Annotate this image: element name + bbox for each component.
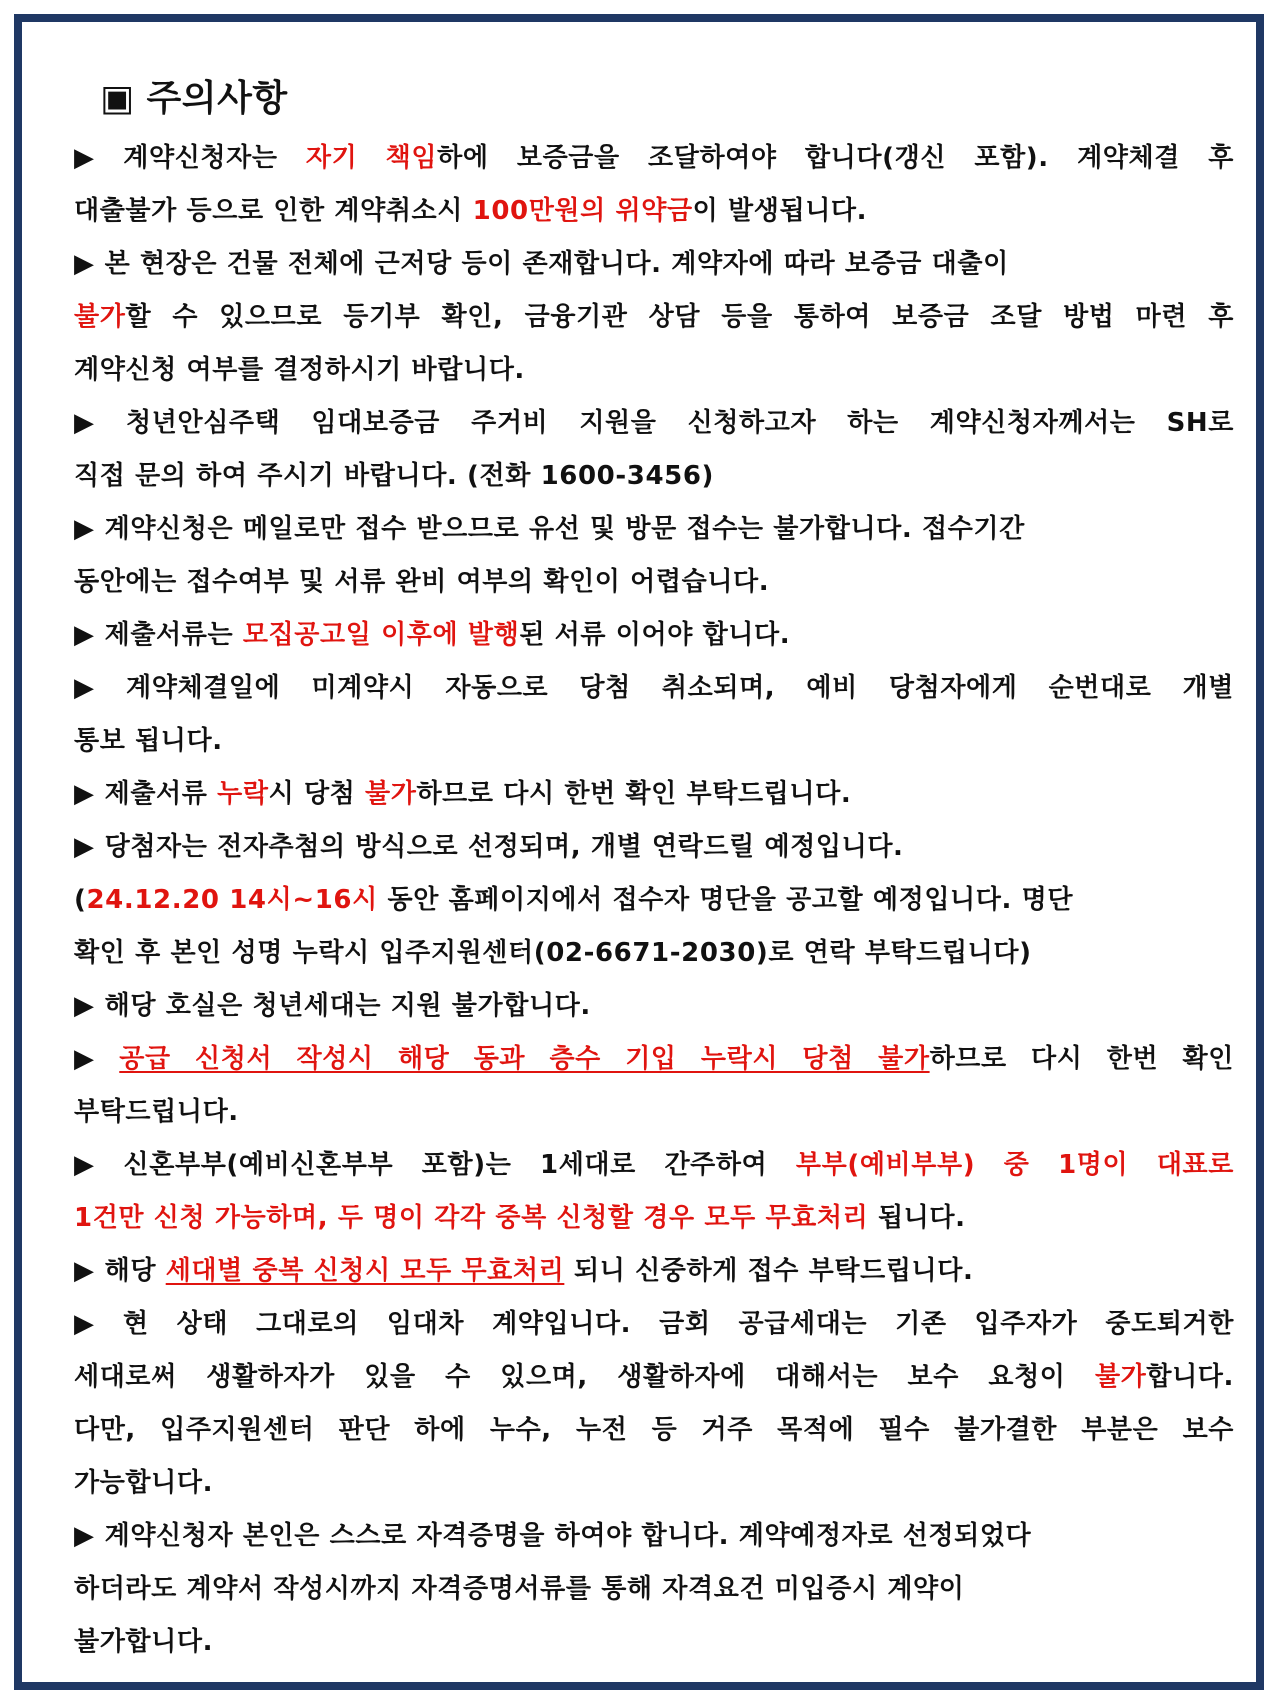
notice-line (74, 344, 1234, 397)
bullet-arrow-icon: ▶ (74, 143, 114, 173)
highlight-text: 불가 (74, 302, 126, 332)
notice-line (74, 238, 1234, 291)
notice-text: 이 발생됩니다. (692, 196, 868, 226)
notice-line (74, 927, 1234, 980)
highlight-text: 100만원의 위약금 (472, 196, 693, 226)
notice-text: 할 수 있으므로 등기부 확인, 금융기관 상담 등을 통하여 보증금 조달 방법 마련 후 (125, 302, 1234, 332)
notice-line (74, 185, 1234, 238)
notice-text: 가능합니다. (74, 1468, 214, 1498)
notice-line (74, 1510, 1234, 1563)
bullet-arrow-icon: ▶ (74, 1150, 114, 1180)
notice-line (74, 1086, 1234, 1139)
notice-text: 계약신청자 본인은 스스로 자격증명을 하여야 합니다. 계약예정자로 선정되었다 (104, 1521, 1032, 1551)
notice-text: 동안 홈페이지에서 접수자 명단을 공고할 예정입니다. 명단 (377, 885, 1074, 915)
notice-line (74, 1033, 1234, 1086)
notice-text: 당첨자는 전자추첨의 방식으로 선정되며, 개별 연락드릴 예정입니다. (104, 832, 904, 862)
notice-text: 제출서류 (104, 779, 218, 809)
notice-text: 하에 보증금을 조달하여야 합니다(갱신 포함). 계약체결 후 (437, 143, 1234, 173)
highlight-text: 세대별 중복 신청시 모두 무효처리 (165, 1256, 565, 1286)
notice-text: 해당 호실은 청년세대는 지원 불가합니다. (104, 991, 591, 1021)
bullet-arrow-icon: ▶ (74, 408, 117, 438)
notice-text: 세대로써 생활하자가 있을 수 있으며, 생활하자에 대해서는 보수 요청이 (74, 1362, 1095, 1392)
notice-text: 계약신청자는 (123, 143, 306, 173)
notice-line (74, 1298, 1234, 1351)
notice-text: 제출서류는 (104, 620, 243, 650)
notice-text: 해당 (104, 1256, 166, 1286)
highlight-text: 부부(예비부부) 중 1명이 대표로 (795, 1150, 1234, 1180)
notice-text: 불가합니다. (74, 1627, 214, 1657)
notice-line (74, 821, 1234, 874)
notice-text: 통보 됩니다. (74, 726, 223, 756)
notice-text: 다만, 입주지원센터 판단 하에 누수, 누전 등 거주 목적에 필수 불가결한 부분은 보수 (74, 1415, 1234, 1445)
bullet-arrow-icon: ▶ (74, 673, 117, 703)
bullet-arrow-icon: ▶ (74, 249, 95, 279)
highlight-text: 불가 (365, 779, 417, 809)
highlight-text: 자기 책임 (305, 143, 438, 173)
bullet-arrow-icon: ▶ (74, 779, 95, 809)
notice-line (74, 1563, 1234, 1616)
notice-line (74, 556, 1234, 609)
notice-text: 됩니다. (868, 1203, 966, 1233)
notice-line (74, 609, 1234, 662)
notice-text: 동안에는 접수여부 및 서류 완비 여부의 확인이 어렵습니다. (74, 567, 770, 597)
highlight-text: 모집공고일 이후에 발행 (242, 620, 520, 650)
notice-text: 합니다. (1146, 1362, 1234, 1392)
bullet-arrow-icon: ▶ (74, 991, 95, 1021)
notice-text: ( (74, 885, 87, 915)
notice-line (74, 291, 1234, 344)
notice-text: 부탁드립니다. (74, 1097, 239, 1127)
notice-text: 계약신청 여부를 결정하시기 바랍니다. (74, 355, 525, 385)
notice-text: 본 현장은 건물 전체에 근저당 등이 존재합니다. 계약자에 따라 보증금 대출이 (104, 249, 1009, 279)
notice-line (74, 1616, 1234, 1669)
notice-line (74, 768, 1234, 821)
notice-text: 확인 후 본인 성명 누락시 입주지원센터(02-6671-2030)로 연락 부탁드립니다) (74, 938, 1032, 968)
highlight-text: 공급 신청서 작성시 해당 동과 층수 기입 누락시 당첨 불가 (119, 1044, 930, 1074)
highlight-text: 누락 (217, 779, 269, 809)
highlight-text: 불가 (1094, 1362, 1147, 1392)
notice-heading (100, 72, 1234, 126)
square-icon: ▣ (100, 78, 135, 119)
notice-text: 계약체결일에 미계약시 자동으로 당첨 취소되며, 예비 당첨자에게 순번대로 개별 (126, 673, 1234, 703)
notice-line (74, 1351, 1234, 1404)
notice-line (74, 132, 1234, 185)
notice-line (74, 1192, 1234, 1245)
notice-line (74, 1245, 1234, 1298)
notice-content (74, 72, 1234, 1669)
bullet-arrow-icon: ▶ (74, 1044, 110, 1074)
notice-frame (14, 14, 1264, 1690)
notice-line (74, 397, 1234, 450)
notice-text: 대출불가 등으로 인한 계약취소시 (74, 196, 473, 226)
notice-text: 된 서류 이어야 합니다. (519, 620, 791, 650)
bullet-arrow-icon: ▶ (74, 1309, 113, 1339)
notice-line (74, 662, 1234, 715)
bullet-arrow-icon: ▶ (74, 1256, 95, 1286)
highlight-text: 24.12.20 14시~16시 (86, 885, 378, 915)
notice-text: 계약신청은 메일로만 접수 받으므로 유선 및 방문 접수는 불가합니다. 접수기간 (104, 514, 1025, 544)
notice-text: 청년안심주택 임대보증금 주거비 지원을 신청하고자 하는 계약신청자께서는 SH로 (126, 408, 1234, 438)
notice-title: 주의사항 (146, 78, 288, 119)
notice-lines (74, 132, 1234, 1669)
bullet-arrow-icon: ▶ (74, 514, 95, 544)
notice-text: 하므로 다시 한번 확인 (929, 1044, 1234, 1074)
notice-line (74, 1404, 1234, 1457)
bullet-arrow-icon: ▶ (74, 1521, 95, 1551)
notice-line (74, 715, 1234, 768)
bullet-arrow-icon: ▶ (74, 620, 95, 650)
notice-text: 하므로 다시 한번 확인 부탁드립니다. (416, 779, 852, 809)
notice-line (74, 980, 1234, 1033)
notice-text: 직접 문의 하여 주시기 바랍니다. (전화 1600-3456) (74, 461, 715, 491)
notice-line (74, 874, 1234, 927)
notice-line (74, 1457, 1234, 1510)
notice-line (74, 503, 1234, 556)
notice-text: 시 당첨 (268, 779, 366, 809)
notice-line (74, 450, 1234, 503)
notice-line (74, 1139, 1234, 1192)
notice-text: 신혼부부(예비신혼부부 포함)는 1세대로 간주하여 (123, 1150, 796, 1180)
notice-text: 되니 신중하게 접수 부탁드립니다. (564, 1256, 974, 1286)
notice-text: 하더라도 계약서 작성시까지 자격증명서류를 통해 자격요건 미입증시 계약이 (74, 1574, 965, 1604)
notice-text: 현 상태 그대로의 임대차 계약입니다. 금회 공급세대는 기존 입주자가 중도퇴거한 (122, 1309, 1234, 1339)
bullet-arrow-icon: ▶ (74, 832, 95, 862)
highlight-text: 1건만 신청 가능하며, 두 명이 각각 중복 신청할 경우 모두 무효처리 (74, 1203, 869, 1233)
